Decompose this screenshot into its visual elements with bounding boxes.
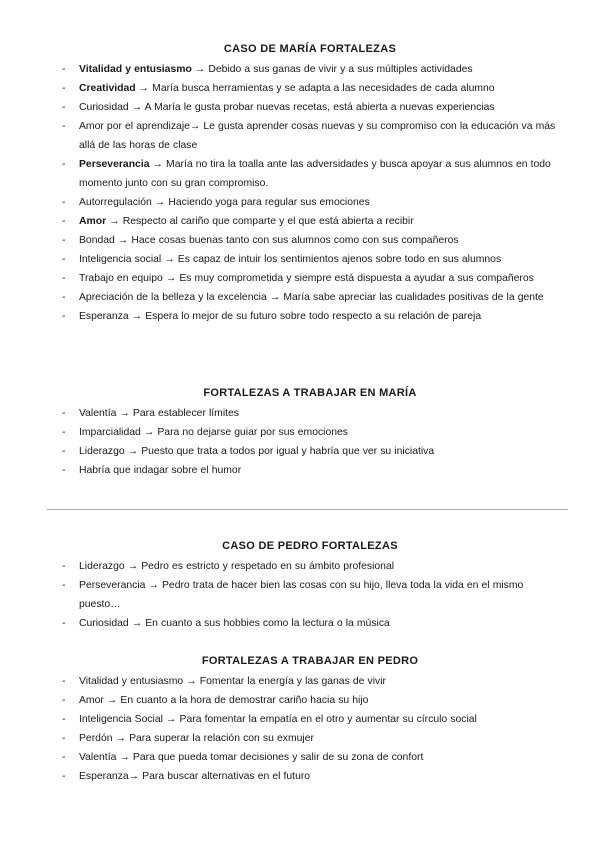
section-pedro-fortalezas [60,537,560,633]
bullet-dash: - [62,292,66,303]
section-maria-trabajar [60,384,560,480]
bullet-dash: - [62,427,66,438]
list-item [60,748,560,767]
bullet-dash: - [62,465,66,476]
section-pedro-trabajar [60,652,560,786]
item-description: → María sabe apreciar las cualidades positivas de la gente [266,292,544,303]
bullet-dash: - [62,235,66,246]
list-item [60,155,560,193]
list-item [60,557,560,576]
item-label: Valentía [79,408,117,419]
item-description: → María busca herramientas y se adapta a las necesidades de cada alumno [135,83,495,94]
bullet-dash: - [62,197,66,208]
item-description: → Haciendo yoga para regular sus emociones [151,197,370,208]
list-item [60,307,560,326]
item-label: Amor [79,216,107,227]
list-item [60,423,560,442]
item-label: Bondad [79,235,115,246]
bullet-dash: - [62,752,66,763]
list-item [60,672,560,691]
item-label: Vitalidad y entusiasmo [79,64,192,75]
bullet-dash: - [62,676,66,687]
bullet-dash: - [62,159,66,170]
item-label: Apreciación de la belleza y la excelencia [79,292,267,303]
strengths-list [60,60,560,326]
bullet-dash: - [62,580,66,591]
item-label: Liderazgo [79,446,125,457]
bullet-dash: - [62,618,66,629]
item-label: Curiosidad [79,618,129,629]
item-label: Autorregulación [79,197,152,208]
list-item [60,710,560,729]
bullet-dash: - [62,102,66,113]
section-heading: FORTALEZAS A TRABAJAR EN PEDRO [201,655,419,667]
section-heading: FORTALEZAS A TRABAJAR EN MARÍA [203,387,417,399]
item-label: Curiosidad [79,102,129,113]
bullet-dash: - [62,311,66,322]
bullet-dash: - [62,216,66,227]
item-label: Amor por el aprendizaje [79,121,190,132]
item-description: → Pedro es estricto y respetado en su ámbito profesional [124,561,395,572]
list-item [60,231,560,250]
item-description: → Espera lo mejor de su futuro sobre todo respecto a su relación de pareja [128,311,482,322]
bullet-dash: - [62,273,66,284]
item-label: Valentía [79,752,117,763]
item-label: Habría que indagar sobre el humor [79,465,242,476]
item-description: → Para establecer límites [116,408,240,419]
item-label: Trabajo en equipo [79,273,163,284]
item-description: → A María le gusta probar nuevas recetas, está abierta a nuevas experiencias [128,102,495,113]
item-description: → En cuanto a sus hobbies como la lectura o la música [128,618,390,629]
item-description: → Para superar la relación con su exmujer [112,733,314,744]
bullet-dash: - [62,695,66,706]
bullet-dash: - [62,561,66,572]
bullet-dash: - [62,714,66,725]
list-item [60,60,560,79]
item-description: → Respecto al cariño que comparte y el que está abierta a recibir [106,216,414,227]
item-label: Creatividad [79,83,136,94]
strengths-list [60,404,560,480]
list-item [60,79,560,98]
item-label: Inteligencia social [79,254,162,265]
item-label: Perseverancia [79,159,150,170]
bullet-dash: - [62,254,66,265]
list-item [60,212,560,231]
item-label: Esperanza [79,311,129,322]
item-label: Perseverancia [79,580,146,591]
bullet-dash: - [62,83,66,94]
bullet-dash: - [62,64,66,75]
bullet-dash: - [62,733,66,744]
item-description: → Es muy comprometida y siempre está dispuesta a ayudar a sus compañeros [162,273,534,284]
item-description: → Fomentar la energía y las ganas de vivir [183,676,386,687]
item-description: → María no tira la toalla ante las adversidades y busca apoyar a sus alumnos en todo momento junto con su gran compromiso. [79,159,551,189]
list-item [60,193,560,212]
list-item [60,117,560,155]
list-item [60,729,560,748]
section-maria-fortalezas [60,40,560,326]
item-description: → Puesto que trata a todos por igual y habría que ver su iniciativa [124,446,435,457]
item-description: → Para buscar alternativas en el futuro [128,771,311,782]
item-description: → Para fomentar la empatía en el otro y aumentar su círculo social [162,714,477,725]
bullet-dash: - [62,408,66,419]
list-item [60,98,560,117]
item-label: Perdón [79,733,113,744]
item-label: Liderazgo [79,561,125,572]
list-item [60,442,560,461]
bullet-dash: - [62,121,66,132]
item-description: → Pedro trata de hacer bien las cosas con su hijo, lleva toda la vida en el mismo puesto… [79,580,524,610]
item-description: → Para que pueda tomar decisiones y salir de su zona de confort [116,752,424,763]
item-description: → En cuanto a la hora de demostrar cariño hacia su hijo [103,695,369,706]
horizontal-divider [47,509,568,510]
item-label: Amor [79,695,104,706]
list-item [60,250,560,269]
list-item [60,288,560,307]
bullet-dash: - [62,771,66,782]
item-label: Imparcialidad [79,427,141,438]
list-item [60,614,560,633]
item-description: → Le gusta aprender cosas nuevas y su compromiso con la educación va más allá de las horas de clase [79,121,556,151]
list-item [60,767,560,786]
item-description: → Es capaz de intuir los sentimientos ajenos sobre todo en sus alumnos [161,254,502,265]
item-label: Esperanza [79,771,129,782]
list-item [60,691,560,710]
item-description: → Para no dejarse guiar por sus emociones [140,427,349,438]
item-description: → Debido a sus ganas de vivir y a sus múltiples actividades [191,64,473,75]
item-description: → Hace cosas buenas tanto con sus alumnos como con sus compañeros [114,235,459,246]
list-item [60,404,560,423]
section-heading: CASO DE MARÍA FORTALEZAS [223,43,397,55]
strengths-list [60,557,560,633]
section-heading: CASO DE PEDRO FORTALEZAS [222,540,398,552]
list-item [60,269,560,288]
bullet-dash: - [62,446,66,457]
list-item [60,576,560,614]
list-item [60,461,560,480]
strengths-list [60,672,560,786]
item-label: Inteligencia Social [79,714,163,725]
item-label: Vitalidad y entusiasmo [79,676,184,687]
